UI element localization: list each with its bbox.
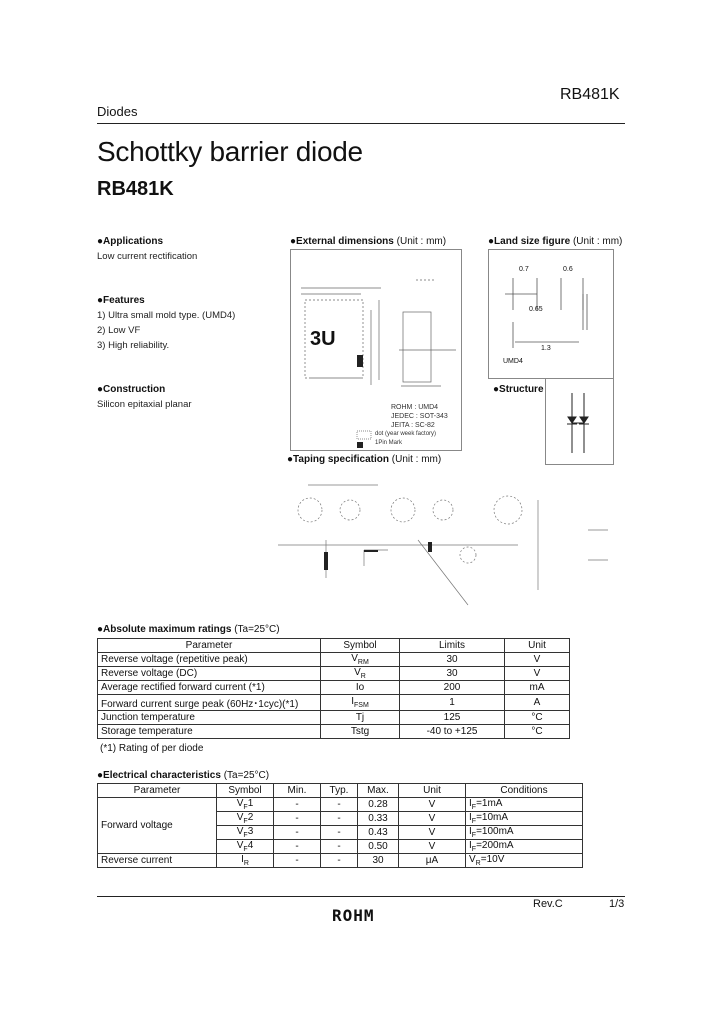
external-dimensions-drawing xyxy=(290,249,462,451)
structure-drawing xyxy=(545,378,614,465)
table-header-row xyxy=(98,784,583,798)
table-row: $V_F2$ - - 0.33 V $I_F=10mA$ xyxy=(98,812,583,826)
land-package-label: UMD4 xyxy=(503,358,523,365)
taping-heading: ●Taping specification (Unit : mm) xyxy=(287,454,442,465)
col-typ: Typ. xyxy=(321,784,358,798)
elec-heading: ●Electrical characteristics (Ta=25°C) xyxy=(97,770,270,781)
external-dimensions-heading: ●External dimensions (Unit : mm) xyxy=(290,236,447,247)
taping-svg xyxy=(268,470,618,610)
structure-heading: ●Structure xyxy=(493,384,544,395)
land-dim-c: 0.65 xyxy=(529,306,543,313)
col-min: Min. xyxy=(274,784,321,798)
table-row: Junction temperature Tj 125 °C xyxy=(98,711,570,725)
features-list xyxy=(97,308,235,353)
col-symbol: Symbol xyxy=(217,784,274,798)
footer-page: 1/3 xyxy=(609,898,625,910)
table-row: Average rectified forward current (*1) Io 200 mA xyxy=(98,681,570,695)
construction-text: Silicon epitaxial planar xyxy=(97,399,192,410)
col-max: Max. xyxy=(358,784,399,798)
features-heading: ●Features xyxy=(97,295,145,306)
construction-heading: ●Construction xyxy=(97,384,166,395)
package-legend: dot (year week factory) 1Pin Mark xyxy=(375,431,437,446)
package-standards: ROHM : UMD4 JEDEC : SOT-343 JEITA : SC-82 xyxy=(391,404,448,429)
col-limits: Limits xyxy=(400,639,505,653)
page-title: Schottky barrier diode xyxy=(97,136,363,167)
rohm-logo: ROHM xyxy=(332,906,375,925)
table-row: Storage temperature Tstg -40 to +125 °C xyxy=(98,725,570,739)
land-size-heading: ●Land size figure (Unit : mm) xyxy=(488,236,623,247)
col-unit: Unit xyxy=(399,784,466,798)
col-conditions: Conditions xyxy=(466,784,583,798)
table-row: Reverse current $I_R$ - - 30 μA $V_R=10V$ xyxy=(98,854,583,868)
table-row: Forward current surge peak (60Hz･1cyc)(*1) $I_{FSM}$ 1 A xyxy=(98,695,570,711)
diode-schematic-svg xyxy=(546,379,613,464)
applications-heading: ●Applications xyxy=(97,236,164,247)
table-row: Reverse voltage (repetitive peak) $V_{RM}$ 30 V xyxy=(98,653,570,667)
elec-table xyxy=(97,783,583,868)
abs-max-heading: ●Absolute maximum ratings (Ta=25°C) xyxy=(97,624,280,635)
land-dim-a: 0.7 xyxy=(519,266,529,273)
table-header-row xyxy=(98,639,570,653)
footer-rule xyxy=(97,896,625,897)
features-item: 3) High reliability. xyxy=(97,340,170,351)
col-unit: Unit xyxy=(505,639,570,653)
package-marking: 3U xyxy=(310,328,336,350)
taping-drawing xyxy=(268,470,618,610)
table-row: $V_F4$ - - 0.50 V $I_F=200mA$ xyxy=(98,840,583,854)
abs-max-note: (*1) Rating of per diode xyxy=(100,743,204,754)
header-category: Diodes xyxy=(97,104,138,119)
land-size-drawing xyxy=(488,249,614,379)
applications-text: Low current rectification xyxy=(97,251,198,262)
table-row: Reverse voltage (DC) $V_R$ 30 V xyxy=(98,667,570,681)
features-item: 2) Low VF xyxy=(97,325,141,336)
abs-max-table xyxy=(97,638,570,739)
forward-voltage-label: Forward voltage xyxy=(98,798,217,854)
footer-revision: Rev.C xyxy=(533,898,563,910)
header-rule xyxy=(97,123,625,124)
features-item: 1) Ultra small mold type. (UMD4) xyxy=(97,310,236,321)
col-symbol: Symbol xyxy=(321,639,400,653)
land-dim-b: 0.6 xyxy=(563,266,573,273)
col-parameter: Parameter xyxy=(98,639,321,653)
land-dim-d: 1.3 xyxy=(541,345,551,352)
col-parameter: Parameter xyxy=(98,784,217,798)
header-part-number: RB481K xyxy=(560,86,620,103)
part-heading: RB481K xyxy=(97,178,174,200)
table-row: Forward voltage $V_F1$ - - 0.28 V $I_F=1mA$ xyxy=(98,798,583,812)
table-row: $V_F3$ - - 0.43 V $I_F=100mA$ xyxy=(98,826,583,840)
